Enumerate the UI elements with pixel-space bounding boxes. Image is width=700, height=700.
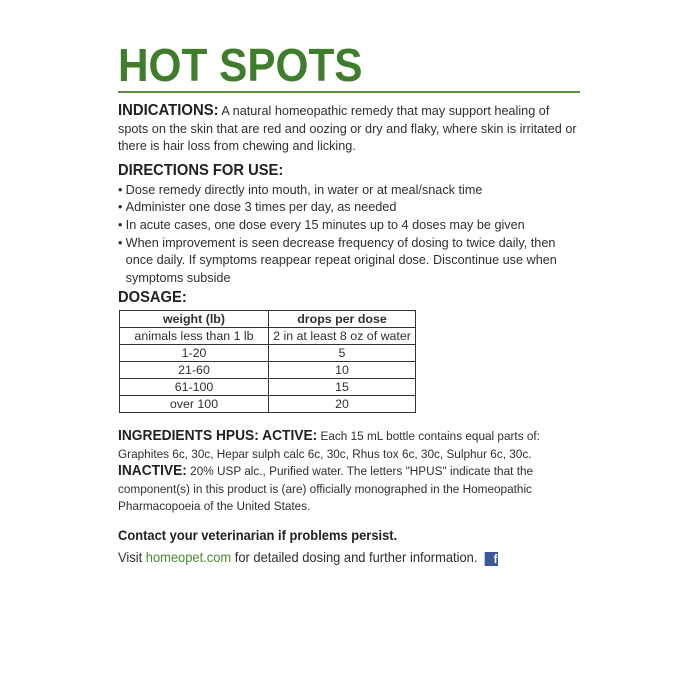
weight-cell: animals less than 1 lb bbox=[120, 328, 269, 345]
weight-cell: 61-100 bbox=[120, 379, 269, 396]
dosage-table bbox=[119, 310, 416, 413]
page-title: HOT SPOTS bbox=[118, 39, 363, 91]
direction-item: • Administer one dose 3 times per day, as needed bbox=[118, 198, 581, 216]
table-row bbox=[120, 396, 416, 413]
title-divider bbox=[118, 91, 580, 93]
column-header-drops: drops per dose bbox=[269, 311, 416, 328]
ingredients-inactive-heading: INACTIVE: bbox=[118, 463, 187, 480]
contact-note: Contact your veterinarian if problems persist. bbox=[118, 528, 398, 544]
visit-line bbox=[118, 549, 527, 567]
drops-cell: 15 bbox=[269, 379, 416, 396]
weight-cell: 1-20 bbox=[120, 345, 269, 362]
drops-cell: 2 in at least 8 oz of water bbox=[269, 328, 416, 345]
column-header-weight: weight (lb) bbox=[120, 311, 269, 328]
directions-list bbox=[118, 181, 581, 287]
drops-cell: 10 bbox=[269, 362, 416, 379]
table-row bbox=[120, 328, 416, 345]
product-label bbox=[118, 40, 582, 567]
ingredients-active-text: Each 15 mL bottle contains equal parts of: Graphites 6c, 30c, Hepar sulph calc 6c, 30c, Rhus tox 6c, 30c, Sulphur 6c, 30c. bbox=[118, 429, 540, 461]
weight-cell: 21-60 bbox=[120, 362, 269, 379]
direction-item: • Dose remedy directly into mouth, in water or at meal/snack time bbox=[118, 181, 581, 199]
indications-heading: INDICATIONS: bbox=[118, 102, 219, 119]
dosage-heading: DOSAGE: bbox=[118, 289, 187, 307]
table-row bbox=[120, 345, 416, 362]
facebook-icon[interactable]: f bbox=[485, 552, 498, 566]
direction-item: • When improvement is seen decrease frequency of dosing to twice daily, then once daily. If symptoms reappear repeat original dose. Discontinue use when symptoms subside bbox=[118, 234, 581, 287]
directions-heading: DIRECTIONS FOR USE: bbox=[118, 161, 284, 179]
visit-prefix: Visit bbox=[118, 549, 146, 565]
table-row bbox=[120, 362, 416, 379]
drops-cell: 5 bbox=[269, 345, 416, 362]
visit-suffix: for detailed dosing and further information. bbox=[231, 549, 478, 565]
direction-item: • In acute cases, one dose every 15 minutes up to 4 doses may be given bbox=[118, 216, 581, 234]
indications-text: A natural homeopathic remedy that may support healing of spots on the skin that are red and oozing or dry and flaky, where skin is irritated or there is hair loss from chewing and licking. bbox=[118, 103, 577, 154]
ingredients-active-heading: INGREDIENTS HPUS: ACTIVE: bbox=[118, 428, 318, 445]
ingredients-section bbox=[118, 428, 581, 515]
table-row bbox=[120, 379, 416, 396]
table-header-row bbox=[120, 311, 416, 328]
weight-cell: over 100 bbox=[120, 396, 269, 413]
ingredients-inactive-text: 20% USP alc., Purified water. The letters "HPUS" indicate that the component(s) in this product is (are) officially monographed in the Homeopathic Pharmacopoeia of the United States. bbox=[118, 464, 534, 513]
indications-section bbox=[118, 102, 581, 155]
website-link[interactable]: homeopet.com bbox=[145, 549, 232, 565]
drops-cell: 20 bbox=[269, 396, 416, 413]
